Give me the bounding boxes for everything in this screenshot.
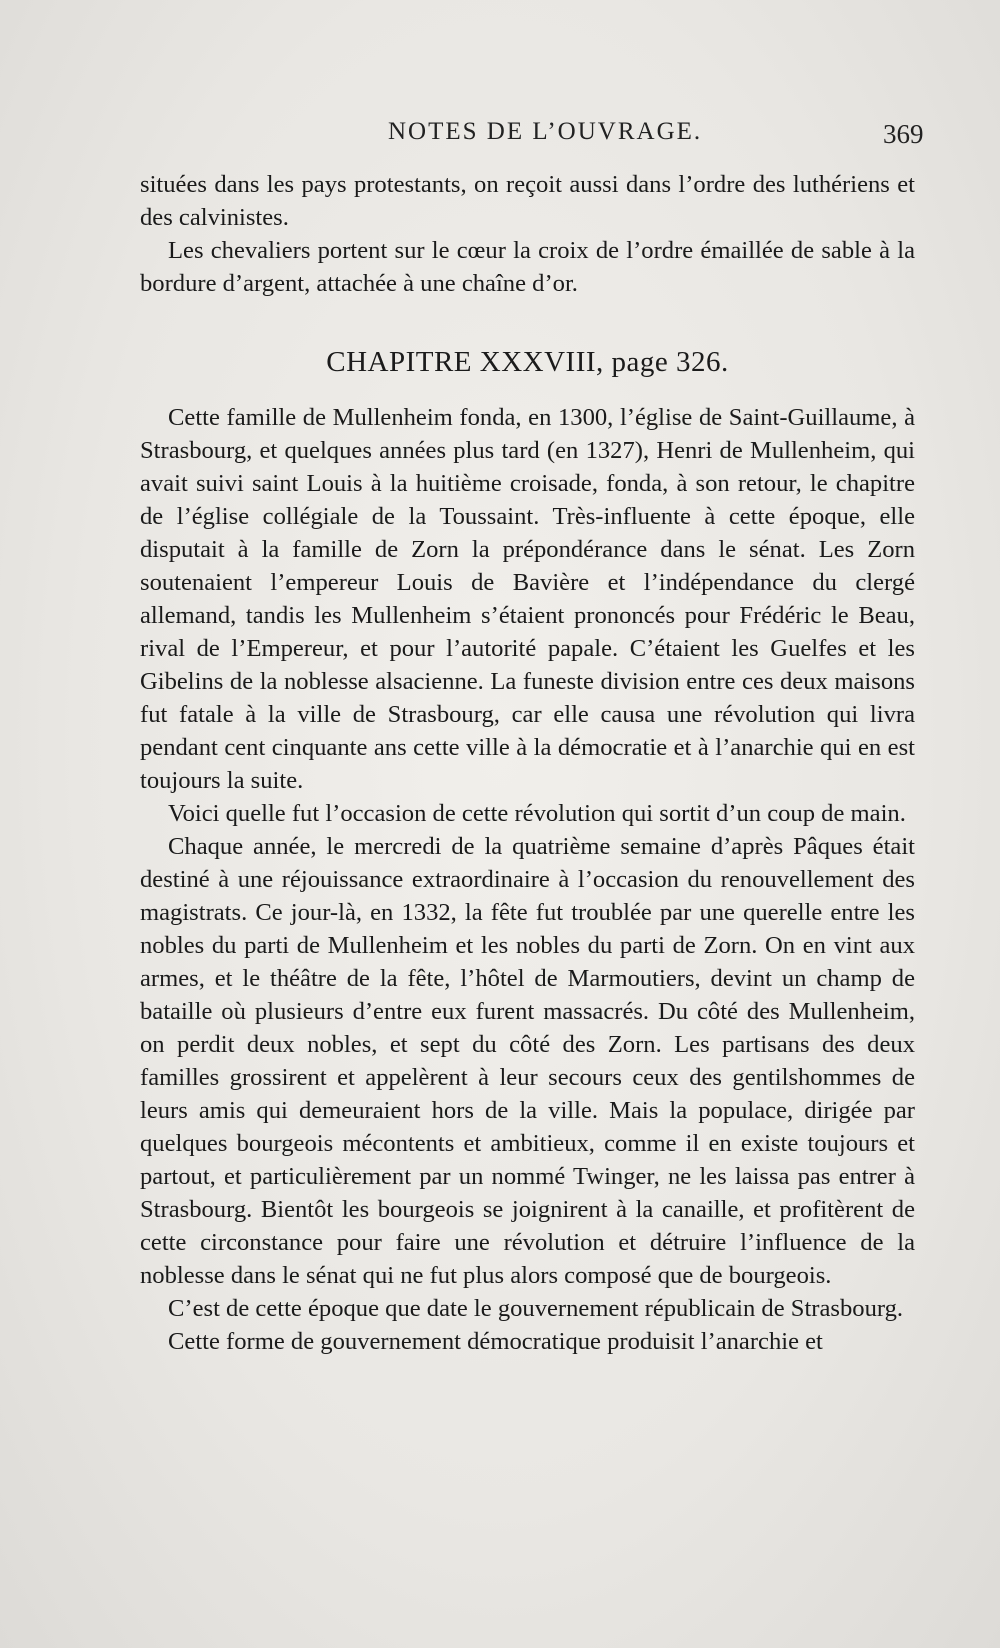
paragraph-anarchie: Cette forme de gouvernement démocratique produisit l’anarchie et — [168, 1328, 823, 1355]
paragraph-chevaliers: Les chevaliers portent sur le cœur la croix de l’ordre émaillée de sable à la bordure d’argent, attachée à une chaîne d’or. — [140, 237, 915, 297]
paragraph-occasion: Voici quelle fut l’occasion de cette révolution qui sortit d’un coup de main. — [168, 800, 906, 827]
chapter-heading: CHAPITRE XXXVIII, page 326. — [326, 346, 729, 378]
paragraph-gouvernement: C’est de cette époque que date le gouvernement républicain de Strasbourg. — [168, 1295, 904, 1322]
text-block — [140, 168, 915, 1358]
page-number: 369 — [883, 119, 924, 149]
paragraph-chaque-annee: Chaque année, le mercredi de la quatrième semaine d’après Pâques était destiné à une réjouissance extraordinaire à l’occasion du renouvellement des magistrats. Ce jour-là, en 1332, la fête fut troublée par une querelle entre les nobles du parti de Mullenheim et les nobles du parti de Zorn. On en vint aux armes, et le théâtre de la fête, l’hôtel de Marmoutiers, devint un champ de bataille où plusieurs d’entre eux furent massacrés. Du côté des Mullenheim, on perdit deux nobles, et sept du côté des Zorn. Les partisans des deux familles grossirent et appelèrent à leur secours ceux des gentilshommes de leurs amis qui demeuraient hors de la ville. Mais la populace, dirigée par quelques bourgeois mécontents et ambitieux, comme il en existe toujours et partout, et particulièrement par un nommé Twinger, ne les laissa pas entrer à Strasbourg. Bientôt les bourgeois se joignirent à la canaille, et profitèrent de cette circonstance pour faire une révolution et détruire l’influence de la noblesse dans le sénat qui ne fut plus alors composé que de bourgeois. — [140, 833, 915, 1289]
paragraph-continued: situées dans les pays protestants, on reçoit aussi dans l’ordre des luthériens et des calvinistes. — [140, 171, 915, 231]
running-head: NOTES DE L’OUVRAGE. — [388, 118, 703, 145]
paragraph-mullenheim: Cette famille de Mullenheim fonda, en 1300, l’église de Saint-Guillaume, à Strasbourg, et quelques années plus tard (en 1327), Henri de Mullenheim, qui avait suivi saint Louis à la huitième croisade, fonda, à son retour, le chapitre de l’église collégiale de la Toussaint. Très-influente à cette époque, elle disputait à la famille de Zorn la prépondérance dans le sénat. Les Zorn soutenaient l’empereur Louis de Bavière et l’indépendance du clergé allemand, tandis les Mullenheim s’étaient prononcés pour Frédéric le Beau, rival de l’Empereur, et pour l’autorité papale. C’étaient les Guelfes et les Gibelins de la noblesse alsacienne. La funeste division entre ces deux maisons fut fatale à la ville de Strasbourg, car elle causa une révolution qui livra pendant cent cinquante ans cette ville à la démocratie et à l’anarchie qui en est toujours la suite. — [140, 404, 915, 794]
